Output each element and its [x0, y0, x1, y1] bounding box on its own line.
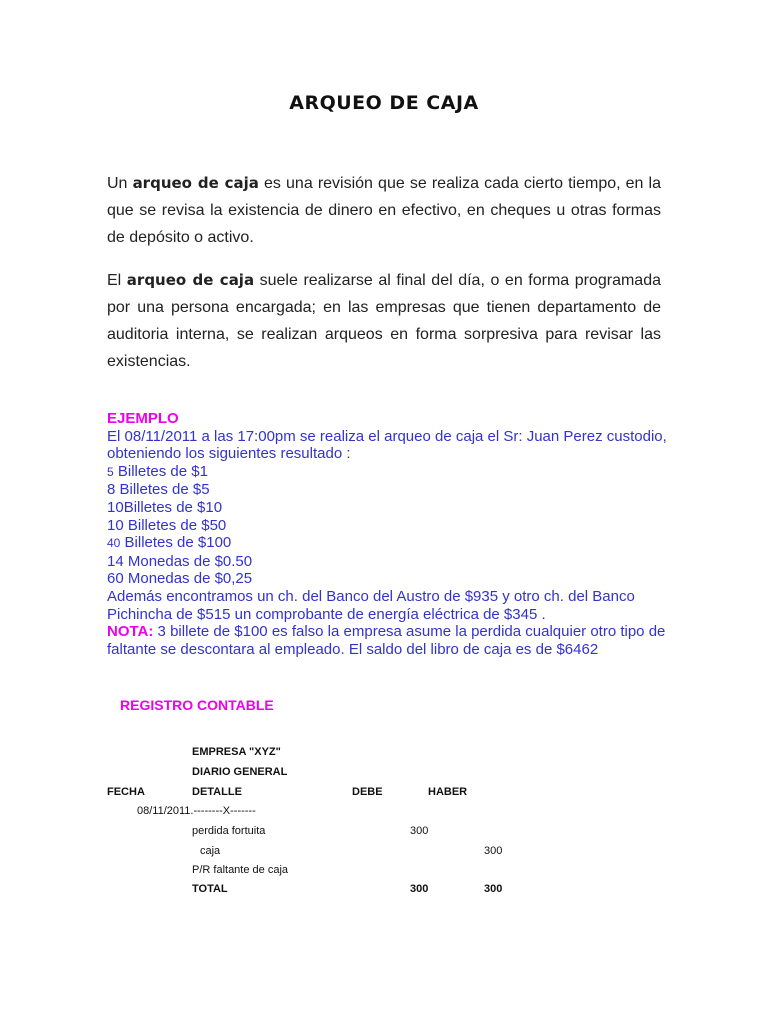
- cash-item: [107, 553, 667, 571]
- column-header-detalle: DETALLE: [192, 786, 242, 798]
- cash-item: [107, 517, 667, 535]
- cash-item-description: Monedas de $0,25: [123, 570, 253, 588]
- bold-term: arqueo de caja: [126, 271, 255, 289]
- page-title: ARQUEO DE CAJA: [289, 92, 479, 114]
- cash-item: [107, 463, 667, 482]
- paragraph-definition: [107, 170, 661, 251]
- cash-item-description: Billetes de $1: [113, 462, 208, 480]
- cash-item-description: Billetes de $5: [115, 481, 210, 499]
- cash-item-quantity: 10: [107, 498, 124, 516]
- example-intro: El 08/11/2011 a las 17:00pm se realiza el arqueo de caja el Sr: Juan Perez custodio, obteniendo los siguientes resultado :: [107, 427, 667, 463]
- journal-description: P/R faltante de caja: [192, 864, 289, 876]
- journal-debe-value: 300: [410, 825, 429, 837]
- cash-item: [107, 534, 667, 553]
- example-section: [107, 410, 667, 658]
- bold-term: arqueo de caja: [132, 174, 259, 192]
- example-nota: [107, 623, 667, 658]
- cash-item: [107, 481, 667, 499]
- journal-date-line: 08/11/2011.--------X-------: [137, 805, 256, 817]
- registro-heading: REGISTRO CONTABLE: [120, 697, 274, 713]
- cash-item-quantity: 14: [107, 552, 124, 570]
- company-name: EMPRESA "XYZ": [192, 746, 281, 758]
- cash-item-quantity: 60: [107, 570, 124, 588]
- cash-item-quantity: 10: [107, 516, 124, 534]
- cash-item-quantity: 40: [107, 536, 121, 551]
- total-debe: 300: [410, 883, 429, 895]
- example-ademas: Además encontramos un ch. del Banco del Austro de $935 y otro ch. del Banco Pichincha de $515 un comprobante de energía eléctrica de $345 .: [107, 587, 635, 623]
- example-heading: EJEMPLO: [107, 410, 179, 427]
- column-header-haber: HABER: [428, 786, 468, 798]
- nota-text: 3 billete de $100 es falso la empresa asume la perdida cualquier otro tipo de faltante se descontara al empleado. El saldo del libro de caja es de $6462: [107, 623, 666, 658]
- journal-title: DIARIO GENERAL: [192, 766, 288, 778]
- journal-haber-value: 300: [484, 845, 503, 857]
- journal-detail: perdida fortuita: [192, 825, 266, 837]
- column-header-fecha: FECHA: [107, 786, 145, 798]
- cash-item-description: Monedas de $0.50: [123, 552, 253, 570]
- cash-item-description: Billetes de $100: [120, 534, 232, 552]
- paragraph-text: Un: [107, 175, 133, 192]
- cash-item: [107, 499, 667, 517]
- cash-item-quantity: 8: [107, 481, 116, 499]
- cash-item-quantity: 5: [107, 464, 114, 479]
- paragraph-text: El: [107, 272, 127, 289]
- journal-detail: caja: [200, 845, 221, 857]
- cash-item: [107, 570, 667, 588]
- paragraph-procedure: [107, 267, 661, 375]
- total-label: TOTAL: [192, 883, 228, 895]
- cash-item-description: Billetes de $50: [123, 516, 227, 534]
- example-items-list: [107, 463, 667, 588]
- paragraph-text: suele realizarse al final del día, o en forma programada por una persona encargada; en las empresas que tienen departamento de auditoria interna, se realizan arqueos en forma sorpresiva para revisar las existencias.: [107, 272, 662, 370]
- column-header-debe: DEBE: [352, 786, 383, 798]
- total-haber: 300: [484, 883, 503, 895]
- nota-label: NOTA:: [107, 623, 154, 641]
- paragraph-text: es una revisión que se realiza cada cierto tiempo, en la que se revisa la existencia de dinero en efectivo, en cheques u otras formas de depósito o activo.: [107, 175, 662, 246]
- cash-item-description: Billetes de $10: [123, 498, 223, 516]
